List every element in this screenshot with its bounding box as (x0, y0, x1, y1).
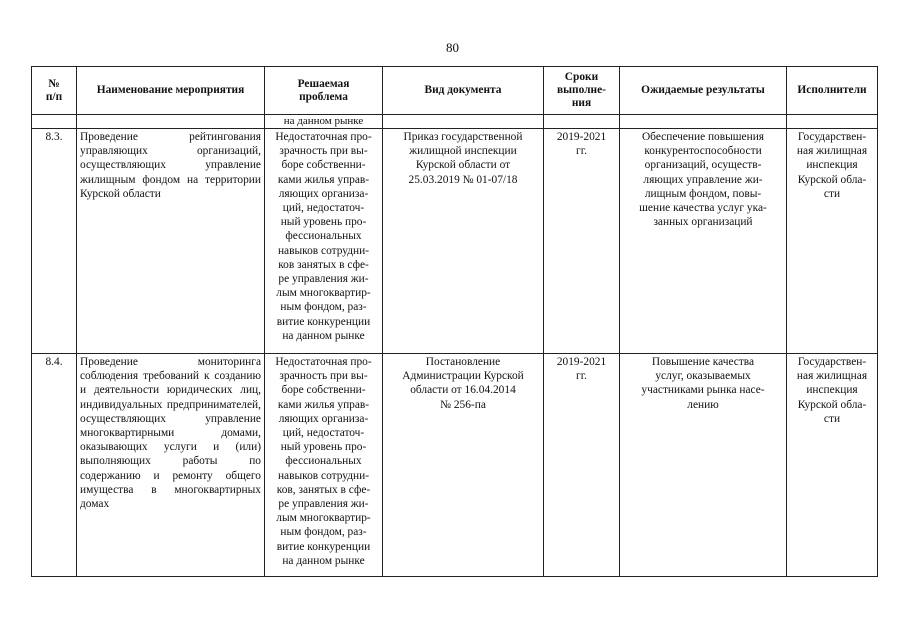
row-deadline: 2019-2021 гг. (544, 354, 620, 577)
row-problem: Недостаточная про- зрачность при вы- боре собственни- ками жилья управ- ляющих организа- ций, недостаточ- ный уровень про- фессиональных навыков сотрудни- ков занятых в сфе- ре управления жи- лым многоквартир- ным фондом, раз- витие конкуренции на данном рынке (265, 129, 383, 354)
header-num: № п/п (32, 67, 77, 115)
row-doc-type: Постановление Администрации Курской области от 16.04.2014 № 256-па (383, 354, 544, 577)
row-results: Обеспечение повышения конкурентоспособности организаций, осуществ- ляющих управление жи- лищным фондом, повы- шение качества услуг ука- занных организаций (620, 129, 787, 354)
header-doc-type: Вид документа (383, 67, 544, 115)
header-results: Ожидаемые результаты (620, 67, 787, 115)
measures-table (31, 66, 878, 577)
row-problem: Недостаточная про- зрачность при вы- боре собственни- ками жилья управ- ляющих организа- ций, недостаточ- ный уровень про- фессиональных навыков сотрудни- ков, занятых в сфе- ре управления жи- лым многоквартир- ным фондом, раз- витие конкуренции на данном рынке (265, 354, 383, 577)
table-row (32, 129, 878, 354)
row-executors: Государствен- ная жилищная инспекция Курской обла- сти (787, 354, 878, 577)
cont-cell (77, 115, 265, 129)
cont-cell (544, 115, 620, 129)
row-num: 8.3. (32, 129, 77, 354)
page-number: 80 (446, 40, 459, 55)
row-num: 8.4. (32, 354, 77, 577)
header-deadline: Сроки выполне- ния (544, 67, 620, 115)
cont-cell (620, 115, 787, 129)
header-executors: Исполнители (787, 67, 878, 115)
row-name: Проведение мониторинга соблюдения требований к созданию и деятельности юридических лиц, индивидуальных предпринимателей, осуществляющих управление многоквартирными домами, оказывающих услуги и (или) выполняющих работы по содержанию и ремонту общего имущества в многоквартирных домах (77, 354, 265, 577)
table-header-row (32, 67, 878, 115)
table-row (32, 354, 878, 577)
cont-cell (787, 115, 878, 129)
header-problem: Решаемая проблема (265, 67, 383, 115)
row-deadline: 2019-2021 гг. (544, 129, 620, 354)
row-doc-type: Приказ государственной жилищной инспекции Курской области от 25.03.2019 № 01-07/18 (383, 129, 544, 354)
cont-problem-tail: на данном рынке (265, 115, 383, 129)
row-results: Повышение качества услуг, оказываемых участниками рынка насе- лению (620, 354, 787, 577)
continuation-row (32, 115, 878, 129)
row-executors: Государствен- ная жилищная инспекция Курской обла- сти (787, 129, 878, 354)
header-name: Наименование мероприятия (77, 67, 265, 115)
row-name: Проведение рейтингования управляющих организаций, осуществляющих управление жилищным фондом на территории Курской области (77, 129, 265, 354)
cont-cell (32, 115, 77, 129)
cont-cell (383, 115, 544, 129)
